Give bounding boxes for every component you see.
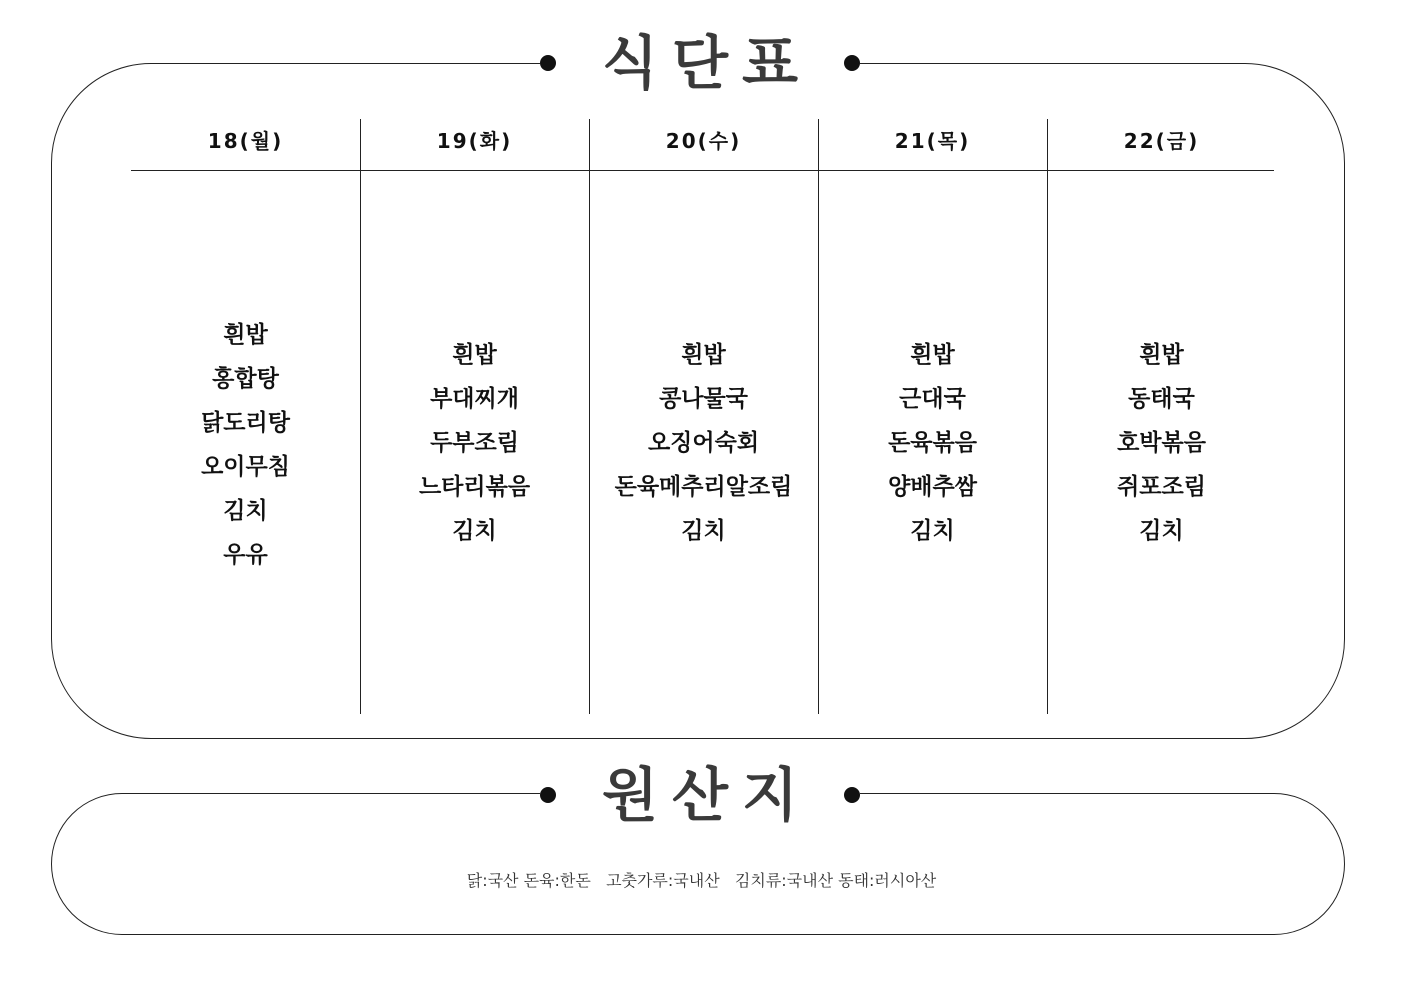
menu-item: 흰밥 (910, 342, 955, 368)
day-header-fri: 22(금) (1123, 129, 1200, 153)
day-header-mon: 18(월) (207, 129, 284, 153)
menu-item: 김치 (223, 498, 268, 524)
menu-item: 쥐포조림 (1117, 474, 1206, 500)
menu-item: 근대국 (899, 386, 966, 412)
title-right-dot (844, 787, 860, 803)
menu-item: 오징어숙회 (647, 430, 760, 456)
menu-list-mon (131, 313, 360, 577)
title-left-dot (540, 55, 556, 71)
menu-item: 돈육메추리알조림 (614, 474, 793, 500)
menu-item: 흰밥 (223, 322, 268, 348)
menu-item: 김치 (910, 518, 955, 544)
header-rule (131, 170, 1274, 171)
menu-item: 흰밥 (1139, 342, 1184, 368)
menu-item: 부대찌개 (430, 386, 519, 412)
origin-title: 원산지 (601, 761, 813, 829)
day-header-wed: 20(수) (665, 129, 742, 153)
menu-item: 동태국 (1128, 386, 1195, 412)
menu-item: 흰밥 (681, 342, 726, 368)
menu-item: 오이무침 (201, 454, 290, 480)
menu-title-block (540, 28, 860, 98)
menu-item: 닭도리탕 (201, 410, 290, 436)
menu-item: 흰밥 (452, 342, 497, 368)
origin-title-block (540, 760, 860, 830)
menu-item: 우유 (223, 542, 268, 568)
menu-item: 콩나물국 (659, 386, 748, 412)
title-right-dot (844, 55, 860, 71)
menu-title: 식단표 (601, 29, 813, 97)
menu-item: 돈육볶음 (888, 430, 977, 456)
menu-item: 김치 (681, 518, 726, 544)
menu-item: 느타리볶음 (418, 474, 531, 500)
title-left-dot (540, 787, 556, 803)
day-header-tue: 19(화) (436, 129, 513, 153)
menu-item: 김치 (1139, 518, 1184, 544)
menu-item: 두부조림 (430, 430, 519, 456)
menu-item: 김치 (452, 518, 497, 544)
menu-list-wed (589, 333, 818, 553)
origin-info: 닭:국산 돈육:한돈 고춧가루:국내산 김치류:국내산 동태:러시아산 (466, 871, 937, 890)
menu-item: 호박볶음 (1117, 430, 1206, 456)
menu-item: 홍합탕 (212, 366, 279, 392)
day-header-thu: 21(목) (894, 129, 971, 153)
menu-item: 양배추쌈 (888, 474, 977, 500)
menu-list-thu (818, 333, 1047, 553)
menu-list-tue (360, 333, 589, 553)
menu-list-fri (1047, 333, 1276, 553)
